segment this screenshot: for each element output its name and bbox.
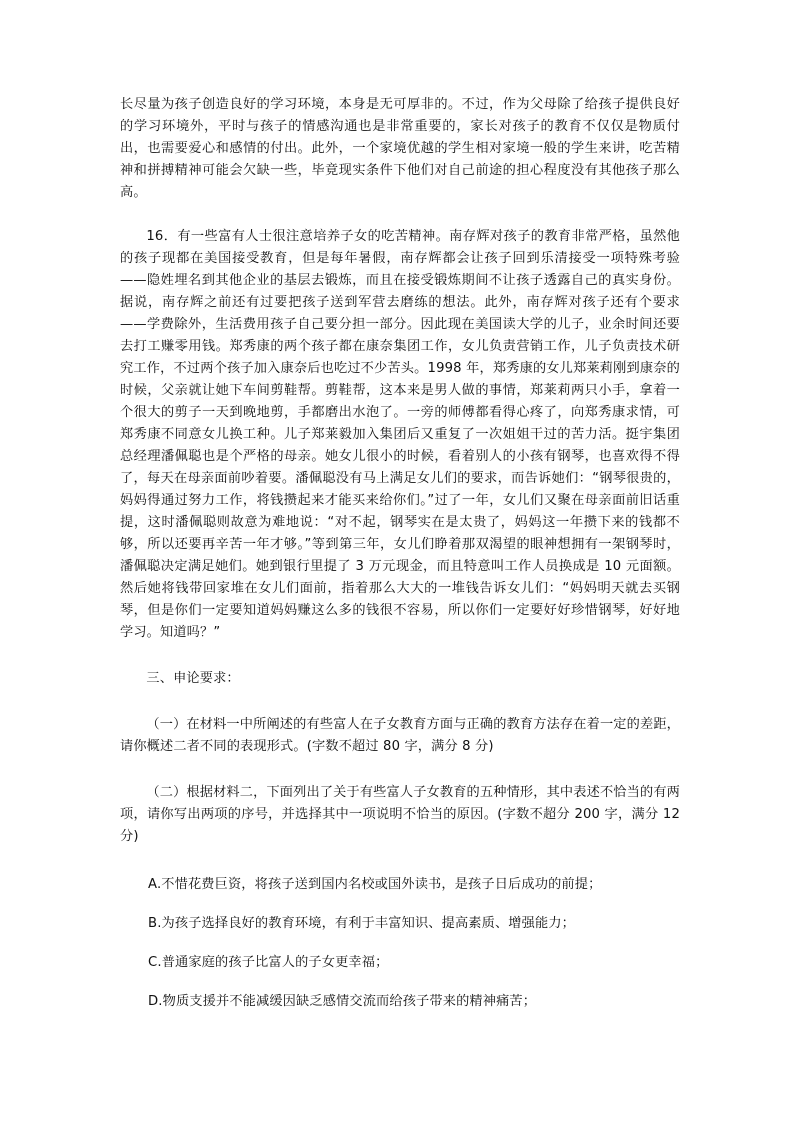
option-c: C.普通家庭的孩子比富人的子女更幸福； [148,955,389,970]
option-d: D.物质支援并不能减缓因缺乏感情交流而给孩子带来的精神痛苦； [148,994,537,1009]
document-content [120,94,680,1013]
section-heading-requirements: 三、申论要求： [146,671,240,686]
option-a: A.不惜花费巨资，将孩子送到国内名校或国外读书，是孩子日后成功的前提； [148,877,602,892]
paragraph-item-16: 16．有一些富有人士很注意培养子女的吃苦精神。南存辉对孩子的教育非常严格，虽然他的孩子现都在美国接受教育，但是每年暑假，南存辉都会让孩子回到乐清接受一项特殊考验——隐姓埋名到其他企业的基层去锻炼，而且在接受锻炼期间不让孩子透露自己的真实身份。据说，南存辉之前还有过要把孩子送到军营去磨练的想法。此外，南存辉对孩子还有个要求——学费除外，生活费用孩子自己要分担一部分。因此现在美国读大学的儿子，业余时间还要去打工赚零用钱。郑秀康的两个孩子都在康奈集团工作，女儿负责营销工作，儿子负责技术研究工作，不过两个孩子加入康奈后也吃过不少苦头。1998 年，郑秀康的女儿郑莱莉刚到康奈的时候，父亲就让她下车间剪鞋帮。剪鞋帮，这本来是男人做的事情，郑莱莉两只小手，拿着一个很大的剪子一天到晚地剪，手都磨出水泡了。一旁的师傅都看得心疼了，向郑秀康求情，可郑秀康不同意女儿换工种。儿子郑莱毅加入集团后又重复了一次姐姐干过的苦力活。挺宇集团总经理潘佩聪也是个严格的母亲。她女儿很小的时候，看着别人的小孩有钢琴，也喜欢得不得了，每天在母亲面前吵着要。潘佩聪没有马上满足女儿们的要求，而告诉她们：“钢琴很贵的，妈妈得通过努力工作，将钱攒起来才能买来给你们。”过了一年，女儿们又聚在母亲面前旧话重提，这时潘佩聪则故意为难地说：“对不起，钢琴实在是太贵了，妈妈这一年攒下来的钱都不够，所以还要再辛苦一年才够。”等到第三年，女儿们睁着那双渴望的眼神想拥有一架钢琴时，潘佩聪决定满足她们。她到银行里提了 3 万元现金，而且特意叫工作人员换成是 10 元面额。然后她将钱带回家堆在女儿们面前，指着那么大大的一堆钱告诉女儿们：“妈妈明天就去买钢琴，但是你们一定要知道妈妈赚这么多的钱很不容易，所以你们一定要好好珍惜钢琴，好好地学习。知道吗？” [120,229,680,640]
paragraph-continued-text: 长尽量为孩子创造良好的学习环境，本身是无可厚非的。不过，作为父母除了给孩子提供良好的学习环境外，平时与孩子的情感沟通也是非常重要的，家长对孩子的教育不仅仅是物质付出，也需要爱心和感情的付出。此外，一个家境优越的学生相对家境一般的学生来讲，吃苦精神和拼搏精神可能会欠缺一些，毕竟现实条件下他们对自己前途的担心程度没有其他孩子那么高。 [120,97,680,200]
requirement-two: （二）根据材料二，下面列出了关于有些富人子女教育的五种情形，其中表述不恰当的有两项，请你写出两项的序号，并选择其中一项说明不恰当的原因。(字数不超分 200 字，满分 12 分) [120,785,680,844]
requirement-one: （一）在材料一中所阐述的有些富人在子女教育方面与正确的教育方法存在着一定的差距，请你概述二者不同的表现形式。(字数不超过 80 字，满分 8 分) [120,717,680,754]
option-b: B.为孩子选择良好的教育环境，有利于丰富知识、提高素质、增强能力； [148,916,575,931]
